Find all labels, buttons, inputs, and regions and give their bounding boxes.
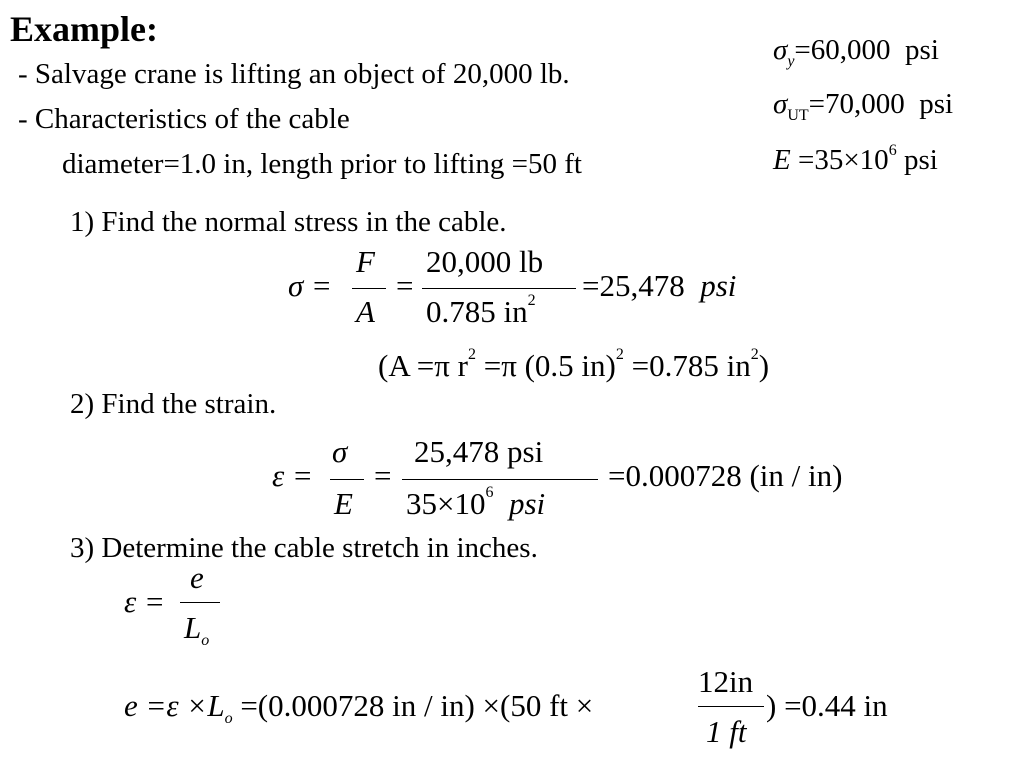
den-unit: psi [508,486,546,521]
fraction-numerator: σ [332,434,348,469]
den-text: 0.785 in [426,294,528,329]
step1-eq2: = [396,268,414,303]
step1-area-note [378,348,769,384]
step2-lhs-text: ε = [272,458,313,493]
step3-heading: 3) Determine the cable stretch in inches. [70,532,538,564]
stretch-lo-sub: o [224,710,233,728]
step3-result: ) =0.44 in [766,688,888,723]
bullet-load: - Salvage crane is lifting an object of 20,000 lb. [18,58,570,90]
result-value: =25,478 [582,268,685,303]
property-modulus [773,144,938,177]
area-a: (A =π r [378,348,468,383]
area-close: ) [758,348,770,383]
step1-fraction-load-over-area [422,244,578,332]
step3-conversion-fraction [698,664,766,756]
property-yield-stress [773,34,939,71]
fraction-numerator: 25,478 psi [414,434,544,469]
step2-result: =0.000728 (in / in) [608,458,843,493]
area-end: =0.785 in [623,348,751,383]
step3-fraction-e-over-lo [180,560,224,652]
sigma-symbol: σ [773,34,788,66]
modulus-symbol: E [773,144,791,176]
bullet-cable: - Characteristics of the cable [18,103,350,135]
fraction-denominator: A [356,294,375,329]
sigma-symbol: σ [773,88,788,120]
step2-fraction-sigma-over-e [330,434,366,524]
area-mid: =π (0.5 in) [475,348,616,383]
step2-fraction-stress-over-modulus [402,434,602,524]
step1-fraction-f-over-a [352,244,388,332]
stretch-lhs: e =ε ×L [124,688,225,723]
fraction-bar [180,602,220,603]
fraction-bar [352,288,386,289]
step1-lhs-text: σ = [288,268,332,303]
result-unit: psi [700,268,737,303]
property-ultimate-stress [773,88,953,125]
fraction-bar [402,479,598,480]
step3-lhs [124,584,165,620]
bullet-dimensions: diameter=1.0 in, length prior to lifting =50 ft [62,148,582,180]
fraction-numerator: F [356,244,375,279]
page-title: Example: [10,9,158,49]
stretch-mid: =(0.000728 in / in) ×(50 ft × [232,688,594,723]
fraction-bar [330,479,364,480]
step3-lhs-text: ε = [124,584,165,619]
modulus-exp: 6 [888,142,897,159]
fraction-denominator [406,486,545,522]
area-exp: 2 [467,346,476,363]
den-exp: 2 [527,292,536,309]
fraction-denominator [184,610,209,650]
sub-y: y [787,52,795,70]
ultimate-value: =70,000 [808,88,905,120]
sub-ut: UT [787,106,809,124]
step2-lhs [272,458,313,494]
den-exp: 6 [485,484,494,501]
den-text: 35×10 [406,486,486,521]
step1-result [582,268,736,304]
step1-heading: 1) Find the normal stress in the cable. [70,206,507,238]
fraction-denominator: E [334,486,353,521]
step3-stretch-equation [124,688,593,728]
ultimate-unit: psi [919,88,954,120]
fraction-denominator: 1 ft [706,714,747,749]
yield-value: =60,000 [794,34,891,66]
area-end-exp: 2 [750,346,759,363]
fraction-numerator: e [190,560,204,595]
modulus-eq: =35×10 [797,144,889,176]
fraction-denominator [426,294,536,330]
area-mid-exp: 2 [615,346,624,363]
yield-unit: psi [905,34,939,66]
fraction-bar [422,288,576,289]
den-sub: o [201,632,210,650]
modulus-unit: psi [903,144,938,176]
fraction-bar [698,706,764,707]
step2-eq2: = [374,458,392,493]
fraction-numerator: 12in [698,664,754,699]
fraction-numerator: 20,000 lb [426,244,544,279]
step2-heading: 2) Find the strain. [70,388,277,420]
den-text: L [184,610,202,645]
step1-lhs [288,268,332,304]
